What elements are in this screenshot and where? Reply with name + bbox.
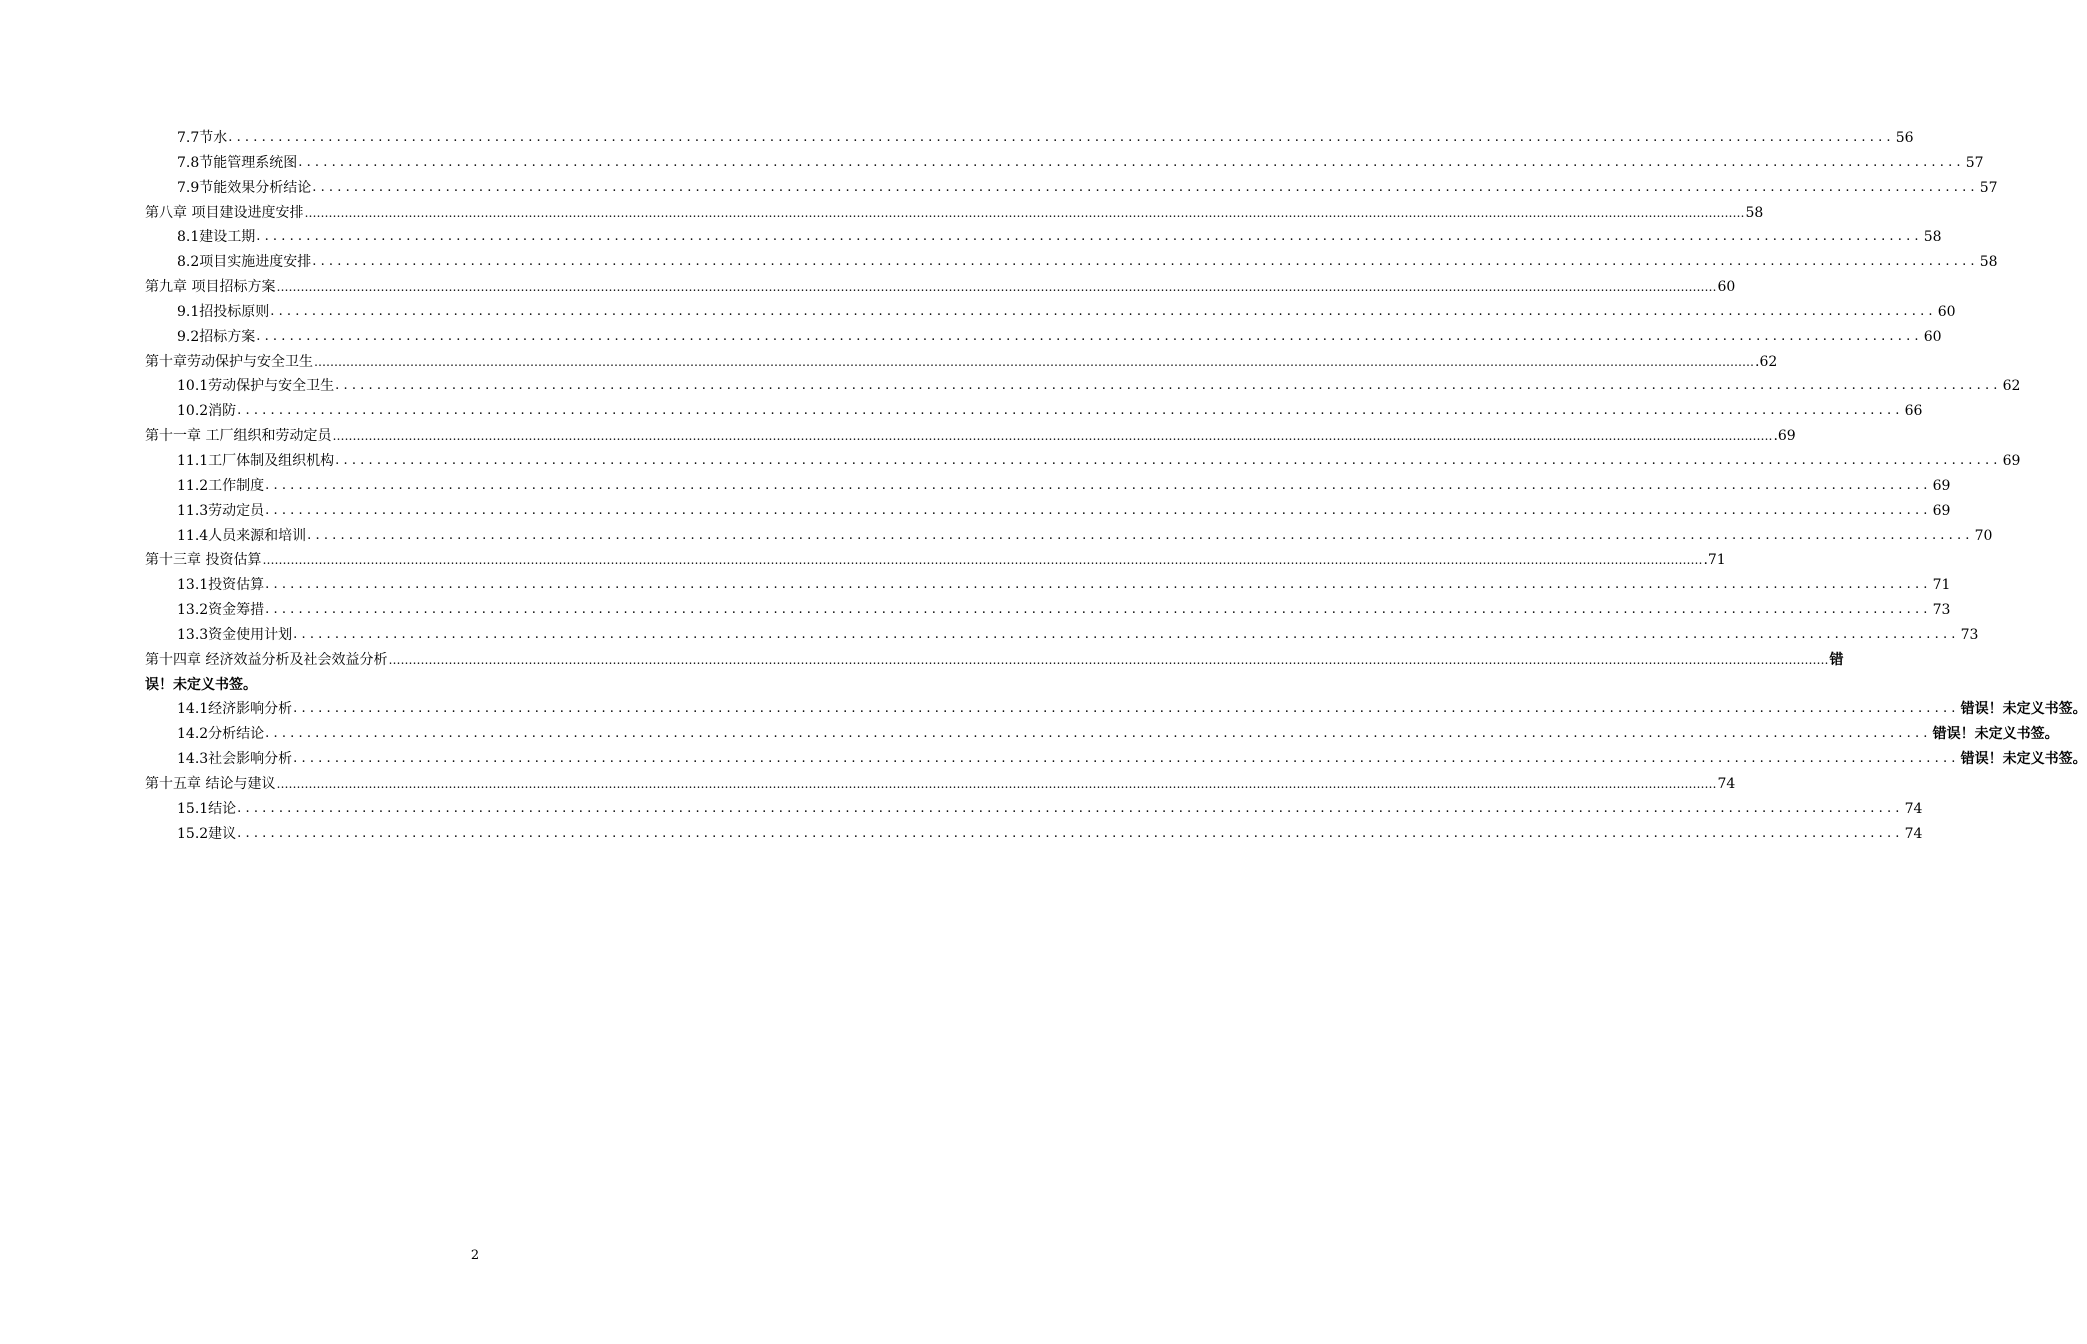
toc-section-entry[interactable] — [145, 499, 1951, 524]
dot-leader: ........................................................................................................................................................................................................ — [265, 602, 1932, 618]
toc-section-entry[interactable] — [145, 325, 1942, 350]
toc-entry-page: .62 — [1755, 353, 1778, 370]
toc-chapter-entry[interactable] — [145, 424, 1796, 449]
toc-entry-label: 7.8节能管理系统图 — [177, 154, 298, 171]
toc-entry-page: 58 — [1745, 204, 1764, 221]
toc-section-entry[interactable] — [145, 151, 1984, 176]
toc-entry-label: 9.2招标方案 — [177, 328, 256, 345]
toc-section-entry[interactable] — [145, 300, 1956, 325]
toc-chapter-entry[interactable] — [145, 548, 1726, 573]
toc-entry-label: 11.3劳动定员 — [177, 502, 265, 519]
dot-leader: ……………………………………………………………………………………………………………………………………………………………………………………………………………………………………………………………………………………………………………………………… — [332, 429, 1773, 444]
toc-entry-page: 60 — [1923, 328, 1942, 345]
toc-entry-page: 69 — [2002, 452, 2021, 469]
toc-section-entry[interactable] — [145, 598, 1951, 623]
toc-entry-page: 60 — [1937, 303, 1956, 320]
toc-entry-page: .69 — [1773, 428, 1796, 445]
toc-entry-page: 57 — [1979, 179, 1998, 196]
toc-entry-label: 15.1结论 — [177, 800, 237, 817]
toc-chapter-entry[interactable] — [145, 772, 1736, 797]
dot-leader: ........................................................................................................................................................................................................ — [298, 154, 1965, 170]
toc-entry-label: 15.2建议 — [177, 825, 237, 842]
toc-section-entry[interactable] — [145, 524, 1993, 549]
bookmark-error-text: 误！未定义书签。 — [145, 676, 257, 693]
toc-entry-label: 7.7节水 — [177, 130, 228, 146]
toc-entry-label: 10.1劳动保护与安全卫生 — [177, 378, 335, 395]
toc-section-entry[interactable] — [145, 747, 2087, 772]
dot-leader: ........................................................................................................................................................................................................ — [237, 800, 1904, 816]
dot-leader: ……………………………………………………………………………………………………………………………………………………………………………………………………………………………………………………………………………………………………………………………… — [314, 354, 1754, 369]
toc-entry-label: 8.2项目实施进度安排 — [177, 254, 312, 271]
toc-entry-page: 57 — [1965, 154, 1984, 171]
bookmark-error-text: 错误！未定义书签。 — [1960, 751, 2087, 768]
toc-entry-page: 62 — [2002, 378, 2021, 395]
toc-entry-label: 14.1经济影响分析 — [177, 701, 293, 718]
toc-section-entry[interactable] — [145, 573, 1951, 598]
dot-leader: ........................................................................................................................................................................................................ — [335, 452, 2002, 468]
toc-section-entry[interactable] — [145, 822, 1923, 847]
bookmark-error-text: 错误！未定义书签。 — [1960, 701, 2087, 718]
dot-leader: ........................................................................................................................................................................................................ — [307, 527, 1974, 543]
page-number: 2 — [470, 1248, 480, 1263]
toc-entry-page: 60 — [1717, 279, 1736, 296]
dot-leader: ……………………………………………………………………………………………………………………………………………………………………………………………………………………………………………………………………………………………………………………………… — [262, 553, 1703, 568]
dot-leader: ……………………………………………………………………………………………………………………………………………………………………………………………………………………………………………………………………………………………………………………………… — [276, 776, 1717, 791]
toc-entry-page: 56 — [1895, 130, 1914, 146]
toc-section-entry[interactable] — [145, 449, 2021, 474]
toc-section-entry[interactable] — [145, 623, 1979, 648]
dot-leader: ……………………………………………………………………………………………………………………………………………………………………………………………………………………………………………………………………………………………………………………………… — [388, 652, 1829, 667]
toc-entry-page: 69 — [1932, 477, 1951, 494]
toc-entry-label: 14.2分析结论 — [177, 726, 265, 743]
dot-leader: ........................................................................................................................................................................................................ — [265, 577, 1932, 593]
toc-entry-page: 74 — [1904, 800, 1923, 817]
dot-leader: ……………………………………………………………………………………………………………………………………………………………………………………………………………………………………………………………………………………………………………………………… — [276, 280, 1717, 295]
toc-entry-label: 10.2消防 — [177, 403, 237, 420]
toc-entry-page: .71 — [1703, 552, 1726, 569]
dot-leader: ........................................................................................................................................................................................................ — [237, 825, 1904, 841]
toc-entry-page: 69 — [1932, 502, 1951, 519]
toc-entry-page: 74 — [1904, 825, 1923, 842]
toc-chapter-entry[interactable] — [145, 275, 1736, 300]
dot-leader: ........................................................................................................................................................................................................ — [228, 130, 1895, 145]
toc-section-entry[interactable] — [145, 399, 1923, 424]
dot-leader: ........................................................................................................................................................................................................ — [270, 303, 1937, 319]
dot-leader: ........................................................................................................................................................................................................ — [256, 328, 1923, 344]
toc-entry-label: 11.4人员来源和培训 — [177, 527, 307, 544]
toc-section-entry[interactable] — [145, 374, 2021, 399]
toc-entry-label: 13.2资金筹措 — [177, 602, 265, 619]
toc-entry-page: 58 — [1923, 229, 1942, 246]
toc-entry-label: 第十章劳动保护与安全卫生 — [145, 353, 313, 370]
toc-entry-page: 66 — [1904, 403, 1923, 420]
toc-entry-label: 11.1工厂体制及组织机构 — [177, 452, 335, 469]
toc-section-entry[interactable] — [145, 126, 1914, 151]
dot-leader: ........................................................................................................................................................................................................ — [293, 751, 1960, 767]
dot-leader: ........................................................................................................................................................................................................ — [237, 403, 1904, 419]
toc-entry-label: 7.9节能效果分析结论 — [177, 179, 312, 196]
toc-entry-label: 14.3社会影响分析 — [177, 751, 293, 768]
toc-entry-page: 73 — [1932, 602, 1951, 619]
toc-entry-label: 第九章 项目招标方案 — [145, 279, 276, 296]
toc-entry-label: 8.1建设工期 — [177, 229, 256, 246]
toc-section-entry[interactable] — [145, 797, 1923, 822]
toc-entry-label: 13.3资金使用计划 — [177, 626, 293, 643]
toc-entry-page: 58 — [1979, 254, 1998, 271]
dot-leader: ........................................................................................................................................................................................................ — [312, 254, 1979, 270]
toc-entry-label: 9.1招投标原则 — [177, 303, 270, 320]
dot-leader: ........................................................................................................................................................................................................ — [293, 701, 1960, 717]
toc-entry-label: 第十五章 结论与建议 — [145, 775, 276, 792]
toc-chapter-entry[interactable] — [145, 350, 1778, 375]
toc-section-entry[interactable] — [145, 225, 1942, 250]
toc-entry-page: 70 — [1974, 527, 1993, 544]
dot-leader: ........................................................................................................................................................................................................ — [293, 626, 1960, 642]
toc-entry-label: 第十四章 经济效益分析及社会效益分析 — [145, 651, 388, 668]
toc-chapter-entry[interactable] — [145, 201, 1764, 226]
toc-chapter-entry[interactable] — [145, 648, 1844, 698]
dot-leader: ........................................................................................................................................................................................................ — [265, 477, 1932, 493]
dot-leader: ........................................................................................................................................................................................................ — [265, 502, 1932, 518]
dot-leader: ……………………………………………………………………………………………………………………………………………………………………………………………………………………………………………………………………………………………………………………………… — [304, 205, 1745, 220]
dot-leader: ........................................................................................................................................................................................................ — [335, 378, 2002, 394]
toc-section-entry[interactable] — [145, 176, 1998, 201]
toc-section-entry[interactable] — [145, 474, 1951, 499]
bookmark-error-text: 错 — [1829, 651, 1844, 668]
bookmark-error-text: 错误！未定义书签。 — [1932, 726, 2059, 743]
toc-entry-page: 73 — [1960, 626, 1979, 643]
toc-entry-page: 74 — [1717, 775, 1736, 792]
dot-leader: ........................................................................................................................................................................................................ — [256, 229, 1923, 245]
toc-entry-label: 13.1投资估算 — [177, 577, 265, 594]
dot-leader: ........................................................................................................................................................................................................ — [265, 726, 1932, 742]
table-of-contents — [145, 126, 2087, 846]
toc-section-entry[interactable] — [145, 250, 1998, 275]
toc-entry-label: 第十一章 工厂组织和劳动定员 — [145, 428, 332, 445]
toc-entry-label: 第八章 项目建设进度安排 — [145, 204, 304, 221]
dot-leader: ........................................................................................................................................................................................................ — [312, 179, 1979, 195]
toc-section-entry[interactable] — [145, 722, 2059, 747]
toc-section-entry[interactable] — [145, 697, 2087, 722]
toc-entry-page: 71 — [1932, 577, 1951, 594]
toc-entry-label: 第十三章 投资估算 — [145, 552, 262, 569]
toc-entry-label: 11.2工作制度 — [177, 477, 265, 494]
